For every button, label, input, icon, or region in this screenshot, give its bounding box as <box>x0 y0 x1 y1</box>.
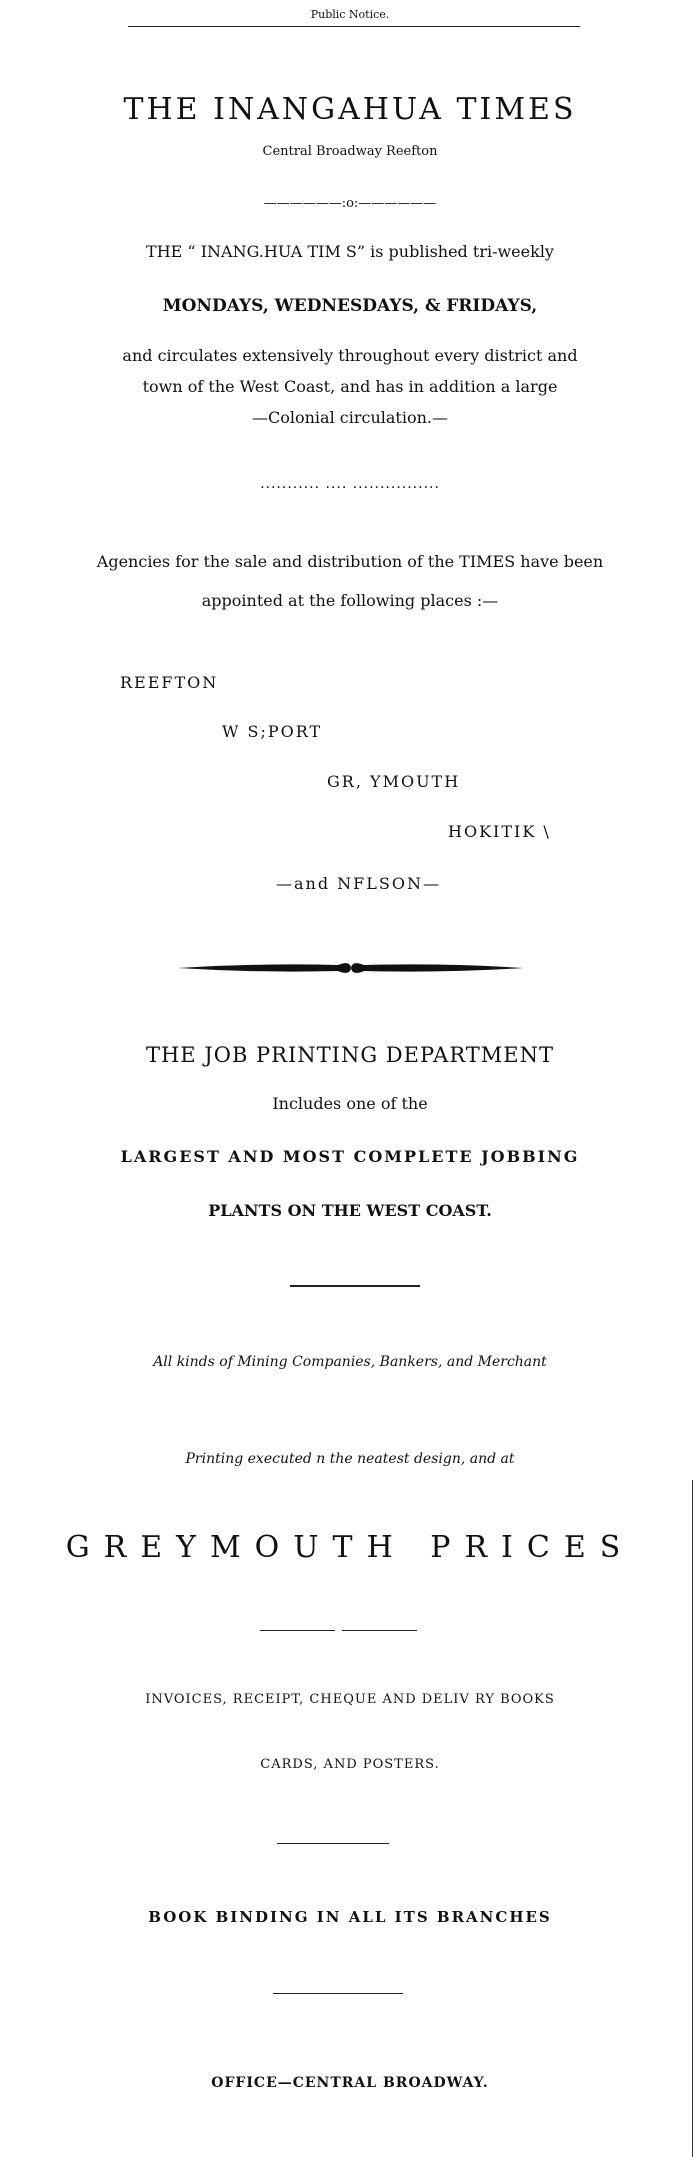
page-edge-line <box>692 1480 693 2157</box>
agencies-line-1: Agencies for the sale and distribution of the TIMES have been <box>96 552 604 571</box>
short-rule-4 <box>273 1993 403 1994</box>
publication-days: MONDAYS, WEDNESDAYS, & FRIDAYS, <box>162 296 538 316</box>
greymouth-prices: GREYMOUTH PRICES <box>65 1530 635 1565</box>
kinds-line-2: Printing executed n the neatest design, and at <box>185 1451 515 1467</box>
place-greymouth: GR, YMOUTH <box>327 772 461 791</box>
short-rule-1 <box>290 1285 420 1287</box>
place-westport: W S;PORT <box>222 722 323 741</box>
place-hokitika: HOKITIK \ <box>448 822 551 841</box>
intro-line-2: and circulates extensively throughout every district and <box>122 346 578 365</box>
job-printing-heading: THE JOB PRINTING DEPARTMENT <box>145 1043 554 1067</box>
job-printing-line-2: PLANTS ON THE WEST COAST. <box>208 1201 492 1220</box>
agencies-line-2: appointed at the following places :— <box>201 591 499 610</box>
masthead-divider: ——————:o:—————— <box>263 196 437 211</box>
short-rule-2a <box>260 1630 335 1631</box>
public-notice-label: Public Notice. <box>310 8 390 21</box>
place-nelson: —and NFLSON— <box>276 874 441 893</box>
products-line-2: CARDS, AND POSTERS. <box>260 1757 440 1772</box>
masthead-title: THE INANGAHUA TIMES <box>123 92 577 127</box>
office-address: OFFICE—CENTRAL BROADWAY. <box>211 2075 489 2091</box>
place-reefton: REEFTON <box>120 673 219 692</box>
intro-line-4: —Colonial circulation.— <box>251 408 448 427</box>
book-binding: BOOK BINDING IN ALL ITS BRANCHES <box>148 1908 552 1926</box>
short-rule-3 <box>277 1843 389 1844</box>
job-printing-line-1: LARGEST AND MOST COMPLETE JOBBING <box>120 1147 580 1166</box>
short-rule-2b <box>342 1630 417 1631</box>
kinds-line-1: All kinds of Mining Companies, Bankers, and Merchant <box>153 1354 547 1370</box>
intro-line-3: town of the West Coast, and has in addition a large <box>142 377 558 396</box>
header-rule <box>128 26 580 27</box>
job-printing-includes: Includes one of the <box>272 1094 428 1113</box>
intro-line-1: THE “ INANG.HUA TIM S” is published tri-weekly <box>146 242 554 261</box>
products-line-1: INVOICES, RECEIPT, CHEQUE AND DELIV RY BOOKS <box>145 1692 555 1707</box>
ornamental-divider <box>178 956 524 980</box>
masthead-address: Central Broadway Reefton <box>262 144 438 159</box>
dotted-divider: ........... .... ................ <box>260 476 440 492</box>
